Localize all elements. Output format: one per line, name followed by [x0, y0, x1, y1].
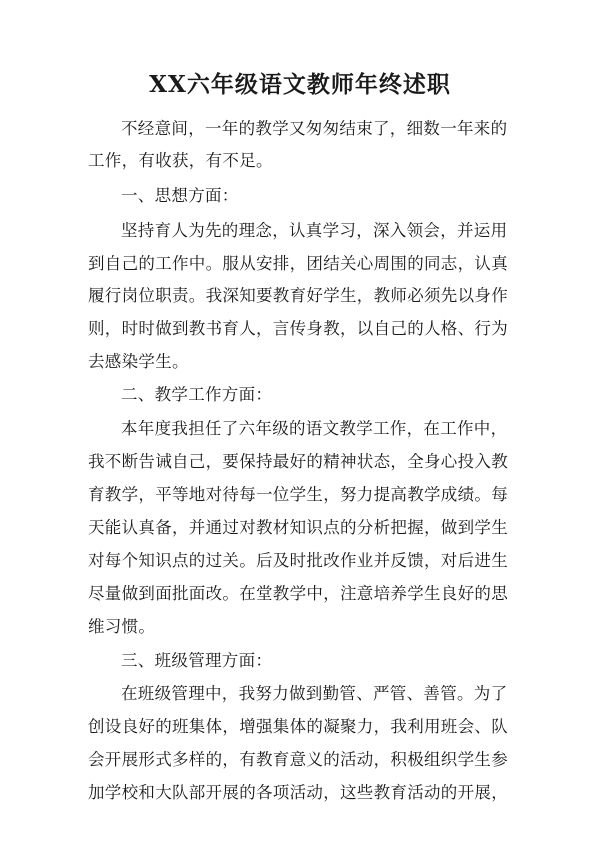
- paragraph-teaching-line-6: 尽量做到面批面改。在堂教学中，注意培养学生良好的思: [88, 584, 508, 603]
- section-heading-thought: 一、思想方面：: [121, 186, 239, 205]
- paragraph-class-line-2: 创设良好的班集体，增强集体的凝聚力，我利用班会、队: [88, 717, 508, 736]
- paragraph-thought-line-3: 履行岗位职责。我深知要教育好学生，教师必须先以身作: [88, 286, 508, 305]
- paragraph-teaching-line-2: 我不断告诫自己，要保持最好的精神状态，全身心投入教: [88, 452, 508, 471]
- paragraph-teaching-line-7: 维习惯。: [88, 617, 156, 636]
- paragraph-thought-line-1: 坚持育人为先的理念，认真学习，深入领会，并运用: [121, 221, 508, 240]
- paragraph-class-line-4: 加学校和大队部开展的各项活动，这些教育活动的开展，: [88, 783, 508, 802]
- paragraph-class-line-3: 会开展形式多样的，有教育意义的活动，积极组织学生参: [88, 750, 508, 769]
- paragraph-thought-line-2: 到自己的工作中。服从安排，团结关心周围的同志，认真: [88, 254, 508, 273]
- paragraph-thought-line-5: 去感染学生。: [88, 352, 189, 371]
- section-heading-class-management: 三、班级管理方面：: [121, 651, 273, 670]
- paragraph-intro-line-1: 不经意间，一年的教学又匆匆结束了，细数一年来的: [121, 119, 508, 138]
- paragraph-teaching-line-5: 对每个知识点的过关。后及时批改作业并反馈，对后进生: [88, 551, 508, 570]
- paragraph-teaching-line-1: 本年度我担任了六年级的语文教学工作，在工作中，: [121, 419, 508, 438]
- paragraph-class-line-1: 在班级管理中，我努力做到勤管、严管、善管。为了: [121, 684, 508, 703]
- paragraph-thought-line-4: 则，时时做到教书育人，言传身教，以自己的人格、行为: [88, 319, 508, 338]
- paragraph-teaching-line-3: 育教学，平等地对待每一位学生，努力提高教学成绩。每: [88, 485, 508, 504]
- paragraph-intro-line-2: 工作，有收获，有不足。: [88, 151, 273, 170]
- document-title: XX六年级语文教师年终述职: [149, 71, 451, 98]
- paragraph-teaching-line-4: 天能认真备，并通过对教材知识点的分析把握，做到学生: [88, 518, 508, 537]
- section-heading-teaching: 二、教学工作方面：: [121, 385, 273, 404]
